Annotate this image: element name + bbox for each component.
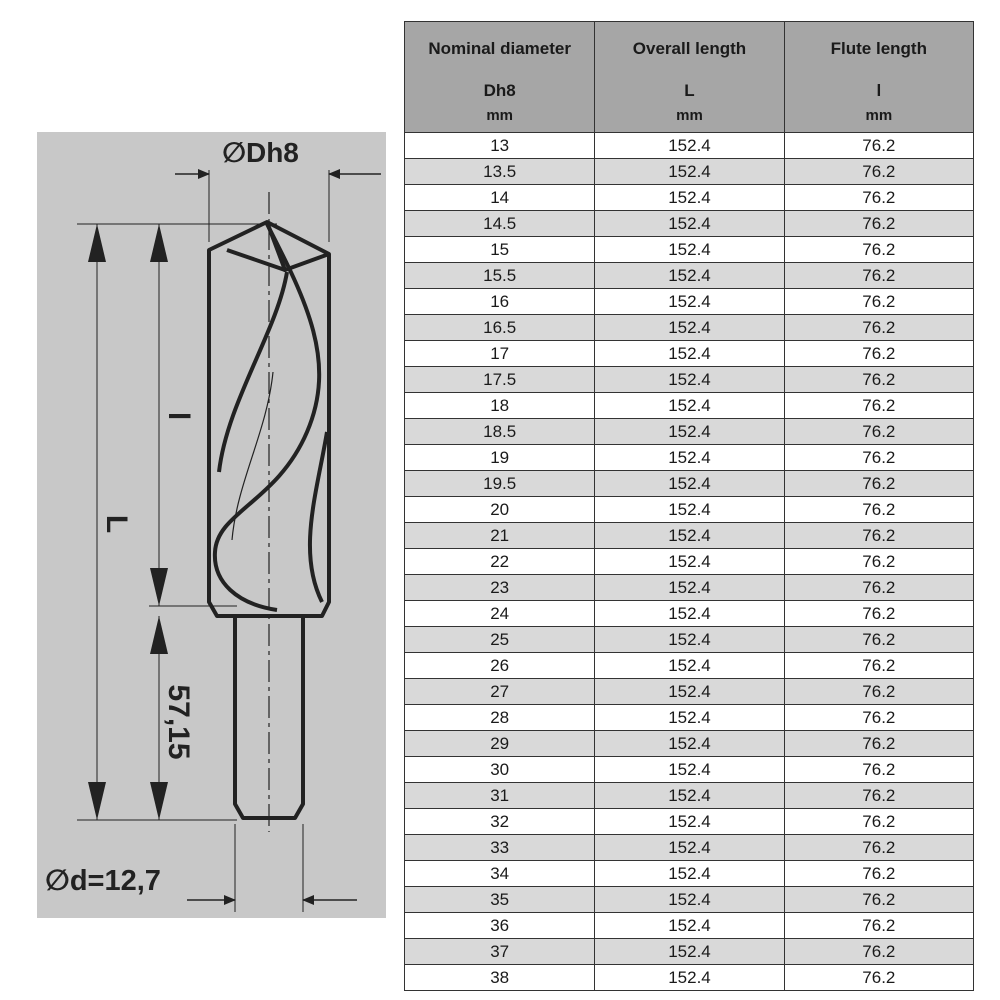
table-row xyxy=(405,679,974,705)
cell-nominal-diameter: 17 xyxy=(405,341,595,367)
cell-flute-length: 76.2 xyxy=(784,809,973,835)
shank-diameter-label: ∅d=12,7 xyxy=(45,865,161,897)
cell-flute-length: 76.2 xyxy=(784,289,973,315)
cell-flute-length: 76.2 xyxy=(784,133,973,159)
cell-flute-length: 76.2 xyxy=(784,185,973,211)
table-row xyxy=(405,575,974,601)
table-row xyxy=(405,289,974,315)
cell-flute-length: 76.2 xyxy=(784,757,973,783)
cell-overall-length: 152.4 xyxy=(595,913,784,939)
cell-overall-length: 152.4 xyxy=(595,575,784,601)
table-row xyxy=(405,601,974,627)
header-unit: mm xyxy=(784,107,973,133)
cell-flute-length: 76.2 xyxy=(784,783,973,809)
cell-flute-length: 76.2 xyxy=(784,159,973,185)
cell-overall-length: 152.4 xyxy=(595,939,784,965)
cell-nominal-diameter: 33 xyxy=(405,835,595,861)
table-row xyxy=(405,211,974,237)
cell-flute-length: 76.2 xyxy=(784,601,973,627)
cell-overall-length: 152.4 xyxy=(595,185,784,211)
table-row xyxy=(405,783,974,809)
cell-overall-length: 152.4 xyxy=(595,757,784,783)
cell-nominal-diameter: 32 xyxy=(405,809,595,835)
cell-overall-length: 152.4 xyxy=(595,653,784,679)
cell-nominal-diameter: 25 xyxy=(405,627,595,653)
table-row xyxy=(405,731,974,757)
header-symbol-dh8: Dh8 xyxy=(405,75,595,107)
cell-overall-length: 152.4 xyxy=(595,601,784,627)
cell-flute-length: 76.2 xyxy=(784,939,973,965)
cell-nominal-diameter: 13.5 xyxy=(405,159,595,185)
header-unit: mm xyxy=(595,107,784,133)
cell-nominal-diameter: 23 xyxy=(405,575,595,601)
cell-nominal-diameter: 30 xyxy=(405,757,595,783)
cell-nominal-diameter: 21 xyxy=(405,523,595,549)
cell-nominal-diameter: 38 xyxy=(405,965,595,991)
cell-flute-length: 76.2 xyxy=(784,445,973,471)
cell-flute-length: 76.2 xyxy=(784,341,973,367)
cell-flute-length: 76.2 xyxy=(784,549,973,575)
cell-nominal-diameter: 20 xyxy=(405,497,595,523)
cell-flute-length: 76.2 xyxy=(784,211,973,237)
cell-nominal-diameter: 19.5 xyxy=(405,471,595,497)
cell-flute-length: 76.2 xyxy=(784,263,973,289)
header-overall-length: Overall length xyxy=(595,22,784,76)
table-row xyxy=(405,887,974,913)
cell-overall-length: 152.4 xyxy=(595,393,784,419)
cell-overall-length: 152.4 xyxy=(595,705,784,731)
cell-overall-length: 152.4 xyxy=(595,835,784,861)
table-row xyxy=(405,939,974,965)
cell-nominal-diameter: 15 xyxy=(405,237,595,263)
cell-overall-length: 152.4 xyxy=(595,861,784,887)
cell-nominal-diameter: 36 xyxy=(405,913,595,939)
table-body xyxy=(405,133,974,991)
cell-nominal-diameter: 16.5 xyxy=(405,315,595,341)
cell-overall-length: 152.4 xyxy=(595,419,784,445)
cell-nominal-diameter: 22 xyxy=(405,549,595,575)
cell-nominal-diameter: 19 xyxy=(405,445,595,471)
cell-overall-length: 152.4 xyxy=(595,159,784,185)
flute-length-label: l xyxy=(162,411,195,421)
table-row xyxy=(405,133,974,159)
cell-flute-length: 76.2 xyxy=(784,315,973,341)
overall-length-label: L xyxy=(100,514,133,534)
table-row xyxy=(405,341,974,367)
table-row xyxy=(405,367,974,393)
table-row xyxy=(405,861,974,887)
cell-overall-length: 152.4 xyxy=(595,133,784,159)
table-row xyxy=(405,523,974,549)
cell-overall-length: 152.4 xyxy=(595,783,784,809)
cell-flute-length: 76.2 xyxy=(784,861,973,887)
cell-overall-length: 152.4 xyxy=(595,809,784,835)
cell-nominal-diameter: 27 xyxy=(405,679,595,705)
cell-flute-length: 76.2 xyxy=(784,679,973,705)
header-unit: mm xyxy=(405,107,595,133)
cell-nominal-diameter: 26 xyxy=(405,653,595,679)
diameter-label: ∅Dh8 xyxy=(222,137,299,168)
table-row xyxy=(405,315,974,341)
cell-nominal-diameter: 18 xyxy=(405,393,595,419)
table-row xyxy=(405,185,974,211)
drill-size-table xyxy=(404,21,974,991)
cell-flute-length: 76.2 xyxy=(784,887,973,913)
table-row xyxy=(405,653,974,679)
cell-nominal-diameter: 37 xyxy=(405,939,595,965)
cell-nominal-diameter: 15.5 xyxy=(405,263,595,289)
table-row xyxy=(405,471,974,497)
drill-drawing xyxy=(37,132,386,918)
cell-flute-length: 76.2 xyxy=(784,913,973,939)
cell-nominal-diameter: 18.5 xyxy=(405,419,595,445)
cell-flute-length: 76.2 xyxy=(784,367,973,393)
cell-nominal-diameter: 28 xyxy=(405,705,595,731)
cell-nominal-diameter: 14 xyxy=(405,185,595,211)
cell-flute-length: 76.2 xyxy=(784,731,973,757)
cell-overall-length: 152.4 xyxy=(595,523,784,549)
cell-overall-length: 152.4 xyxy=(595,315,784,341)
cell-flute-length: 76.2 xyxy=(784,419,973,445)
header-symbol-l-flute: l xyxy=(784,75,973,107)
cell-overall-length: 152.4 xyxy=(595,627,784,653)
cell-nominal-diameter: 16 xyxy=(405,289,595,315)
table-row xyxy=(405,263,974,289)
cell-flute-length: 76.2 xyxy=(784,471,973,497)
table-row xyxy=(405,627,974,653)
cell-overall-length: 152.4 xyxy=(595,471,784,497)
header-flute-length: Flute length xyxy=(784,22,973,76)
cell-nominal-diameter: 29 xyxy=(405,731,595,757)
cell-flute-length: 76.2 xyxy=(784,497,973,523)
cell-flute-length: 76.2 xyxy=(784,835,973,861)
cell-flute-length: 76.2 xyxy=(784,627,973,653)
table-row xyxy=(405,835,974,861)
cell-overall-length: 152.4 xyxy=(595,367,784,393)
cell-overall-length: 152.4 xyxy=(595,965,784,991)
cell-nominal-diameter: 13 xyxy=(405,133,595,159)
cell-overall-length: 152.4 xyxy=(595,445,784,471)
table-row xyxy=(405,445,974,471)
cell-nominal-diameter: 35 xyxy=(405,887,595,913)
cell-flute-length: 76.2 xyxy=(784,653,973,679)
table-row xyxy=(405,159,974,185)
drill-diagram xyxy=(37,132,386,918)
table-row xyxy=(405,497,974,523)
cell-nominal-diameter: 31 xyxy=(405,783,595,809)
cell-overall-length: 152.4 xyxy=(595,497,784,523)
cell-overall-length: 152.4 xyxy=(595,263,784,289)
table-row xyxy=(405,809,974,835)
table-row xyxy=(405,965,974,991)
cell-nominal-diameter: 14.5 xyxy=(405,211,595,237)
table-row xyxy=(405,549,974,575)
table-row xyxy=(405,913,974,939)
cell-flute-length: 76.2 xyxy=(784,237,973,263)
cell-overall-length: 152.4 xyxy=(595,211,784,237)
cell-overall-length: 152.4 xyxy=(595,887,784,913)
cell-nominal-diameter: 24 xyxy=(405,601,595,627)
cell-flute-length: 76.2 xyxy=(784,393,973,419)
cell-nominal-diameter: 17.5 xyxy=(405,367,595,393)
cell-overall-length: 152.4 xyxy=(595,731,784,757)
header-symbol-l-overall: L xyxy=(595,75,784,107)
cell-flute-length: 76.2 xyxy=(784,523,973,549)
cell-nominal-diameter: 34 xyxy=(405,861,595,887)
table-row xyxy=(405,237,974,263)
cell-overall-length: 152.4 xyxy=(595,289,784,315)
cell-flute-length: 76.2 xyxy=(784,575,973,601)
table-row xyxy=(405,705,974,731)
table-row xyxy=(405,393,974,419)
header-nominal-diameter: Nominal diameter xyxy=(405,22,595,76)
shank-length-label: 57,15 xyxy=(162,684,195,760)
table-row xyxy=(405,419,974,445)
cell-overall-length: 152.4 xyxy=(595,549,784,575)
cell-overall-length: 152.4 xyxy=(595,341,784,367)
cell-flute-length: 76.2 xyxy=(784,965,973,991)
cell-overall-length: 152.4 xyxy=(595,237,784,263)
table-row xyxy=(405,757,974,783)
cell-flute-length: 76.2 xyxy=(784,705,973,731)
cell-overall-length: 152.4 xyxy=(595,679,784,705)
